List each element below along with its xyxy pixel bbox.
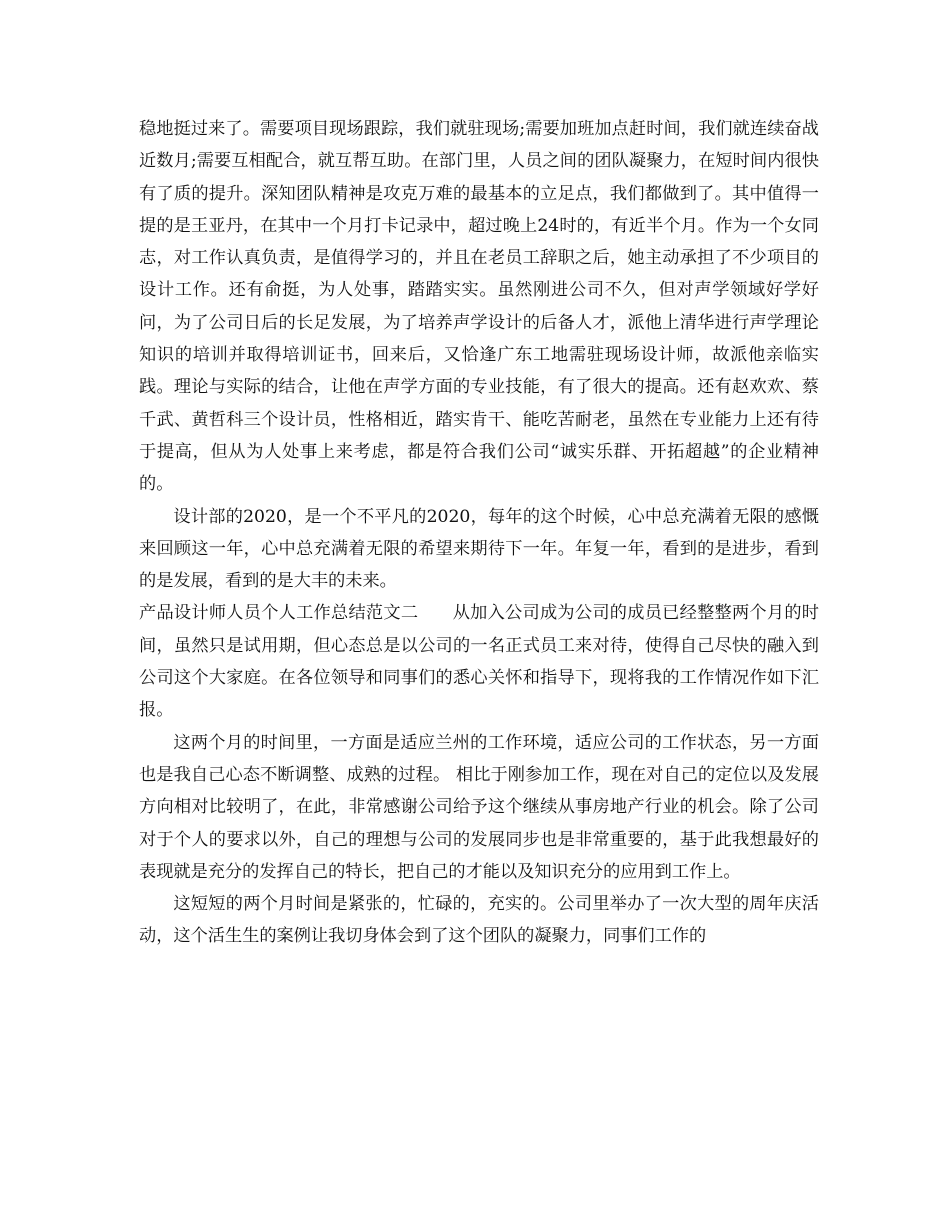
paragraph-text: 这两个月的时间里，一方面是适应兰州的工作环境，适应公司的工作状态，另一方面也是我自己心态不断调整、成熟的过程。 相比于刚参加工作，现在对自己的定位以及发展方向相对比较明了，在此，非常感谢公司给予这个继续从事房地产行业的机会。除了公司对于个人的要求以外，自己的理想与公司的发展同步也是非常重要的，基于此我想最好的表现就是充分的发挥自己的特长，把自己的才能以及知识充分的应用到工作上。 <box>139 732 819 882</box>
section-heading: 产品设计师人员个人工作总结范文二 <box>139 603 419 624</box>
document-body <box>139 113 819 953</box>
paragraph-text: 稳地挺过来了。需要项目现场跟踪，我们就驻现场;需要加班加点赶时间，我们就连续奋战近数月;需要互相配合，就互帮互助。在部门里，人员之间的团队凝聚力，在短时间内很快有了质的提升。深知团队精神是攻克万难的最基本的立足点，我们都做到了。其中值得一提的是王亚丹，在其中一个月打卡记录中，超过晚上24时的，有近半个月。作为一个女同志，对工作认真负责，是值得学习的，并且在老员工辞职之后，她主动承担了不少项目的设计工作。还有俞挺，为人处事，踏踏实实。虽然刚进公司不久，但对声学领域好学好问，为了公司日后的长足发展，为了培养声学设计的后备人才，派他上清华进行声学理论知识的培训并取得培训证书，回来后，又恰逢广东工地需驻现场设计师，故派他亲临实践。理论与实际的结合，让他在声学方面的专业技能，有了很大的提高。还有赵欢欢、蔡千武、黄哲科三个设计员，性格相近，踏实肯干、能吃苦耐老，虽然在专业能力上还有待于提高，但从为人处事上来考虑，都是符合我们公司“诚实乐群、开拓超越”的企业精神的。 <box>139 119 819 495</box>
paragraph-section-two-intro <box>139 597 819 726</box>
paragraph-text: 设计部的2020，是一个不平凡的2020，每年的这个时候，心中总充满着无限的感慨来回顾这一年，心中总充满着无限的希望来期待下一年。年复一年，看到的是进步，看到的是发展，看到的是大丰的未来。 <box>139 506 819 592</box>
paragraph-text: 这短短的两个月时间是紧张的，忙碌的，充实的。公司里举办了一次大型的周年庆活动，这个活生生的案例让我切身体会到了这个团队的凝聚力，同事们工作的 <box>139 894 819 947</box>
paragraph-department-review <box>139 501 819 598</box>
paragraph-team-members <box>139 113 819 501</box>
paragraph-adaptation <box>139 727 819 888</box>
paragraph-text: 从加入公司成为公司的成员已经整整两个月的时间，虽然只是试用期，但心态总是以公司的一名正式员工来对待，使得自己尽快的融入到公司这个大家庭。在各位领导和同事们的悉心关怀和指导下，现将我的工作情况作如下汇报。 <box>139 603 819 721</box>
paragraph-anniversary <box>139 888 819 953</box>
